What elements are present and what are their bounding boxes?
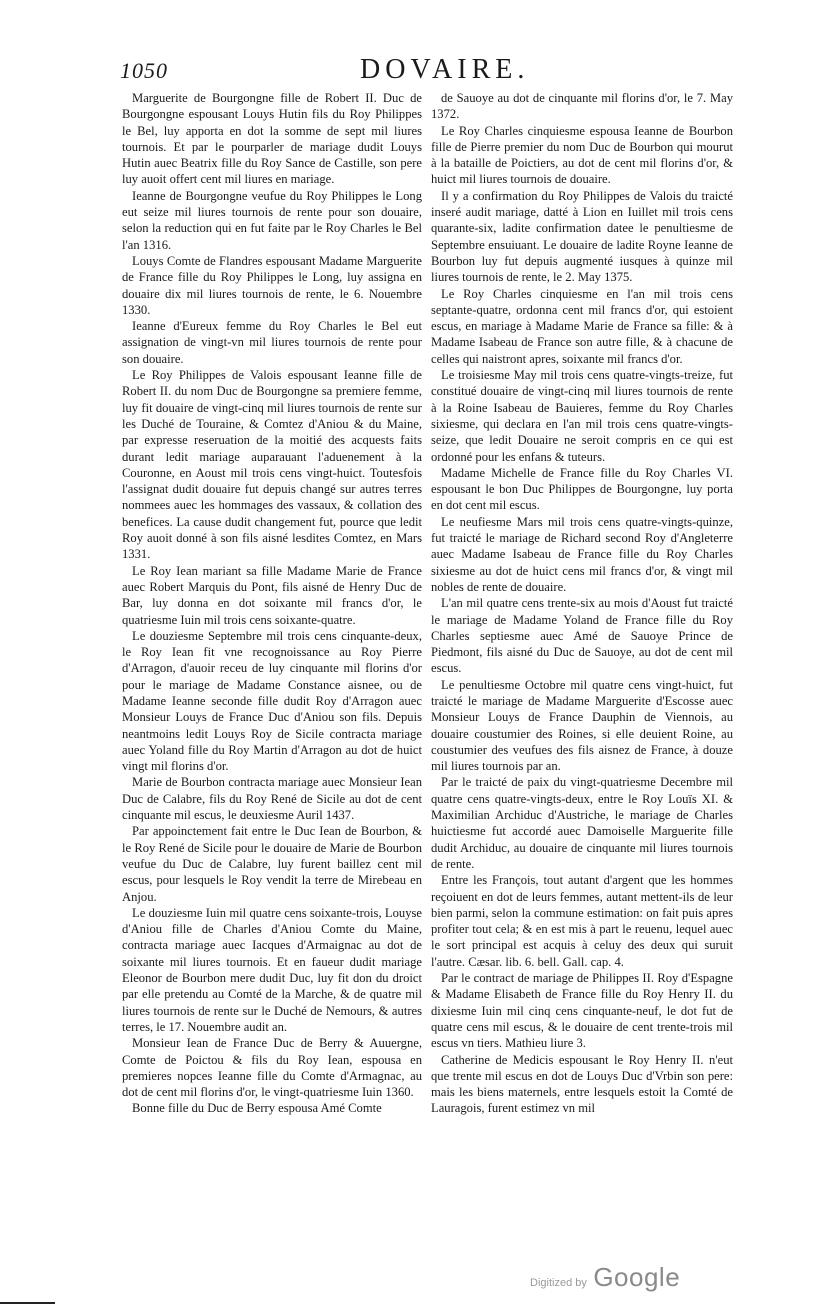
paragraph: de Sauoye au dot de cinquante mil florins d'or, le 7. May 1372. — [431, 91, 733, 122]
paragraph: Par appoinctement fait entre le Duc Iean de Bourbon, & le Roy René de Sicile pour le douaire de Marie de Bourbon veufue du Duc de Calabre, luy furent baillez cent mil escus, pour lesquels le Roy vendit la terre de Mirebeau en Anjou. — [122, 824, 422, 904]
paragraph: Marie de Bourbon contracta mariage auec Monsieur Iean Duc de Calabre, fils du Roy René de Sicile au dot de cent cinquante mil escus, le deuxiesme Auril 1437. — [122, 775, 422, 823]
digitized-by-label: Digitized by — [530, 1277, 587, 1289]
right-column — [431, 90, 733, 1117]
page-edge-rule — [0, 1302, 55, 1304]
paragraph: Monsieur Iean de France Duc de Berry & Auuergne, Comte de Poictou & fils du Roy Iean, espousa en premieres nopces Ieanne fille du Comte d'Armagnac, au dot de cent mil florins d'or, le vingt-quatriesme Iuin 1360. — [122, 1036, 422, 1100]
left-column — [122, 90, 422, 1117]
paragraph: Ieanne de Bourgongne veufue du Roy Philippes le Long eut seize mil liures tournois de rente pour son douaire, selon la reduction qui en fut faite par le Roy Charles le Bel l'an 1316. — [122, 188, 422, 252]
paragraph: Louys Comte de Flandres espousant Madame Marguerite de France fille du Roy Philippes le Long, luy assigna en douaire dix mil liures tournois de rente, le 6. Nouembre 1330. — [122, 253, 422, 317]
paragraph: Le douziesme Iuin mil quatre cens soixante-trois, Louyse d'Aniou fille de Charles d'Aniou Comte du Maine, contracta mariage auec Iacques d'Armaignac au dot de soixante mil liures tournois. Et en faueur dudit mariage Eleonor de Bourbon mere dudit Duc, luy fit don du droict par elle pretendu au Comté de la Marche, & de quatre mil liures tournois de rente sur le Duché de Nemours, & autres terres, le 17. Nouembre audit an. — [122, 905, 422, 1034]
paragraph: Par le traicté de paix du vingt-quatriesme Decembre mil quatre cens quatre-vingts-deux, entre le Roy Louïs XI. & Maximilian Archiduc d'Austriche, le mariage de Charles huictiesme fut accordé auec Damoiselle Marguerite fille dudit Archiduc, au douaire de cinquante mil liures tournois de rente. — [431, 775, 733, 871]
google-wordmark: Google — [593, 1262, 681, 1292]
paragraph: Madame Michelle de France fille du Roy Charles VI. espousant le bon Duc Philippes de Bourgongne, luy porta en dot cent mil escus. — [431, 465, 733, 513]
paragraph: Le troisiesme May mil trois cens quatre-vingts-treize, fut constitué douaire de vingt-cinq mil liures tournois de rente à la Roine Isabeau de Bauieres, femme du Roy Charles sixiesme, qui declara en l'an mil trois cens quatre-vingts-seize, que ledit Douaire ne seroit compris en ce qui est ordonné pour les enfans & tuteurs. — [431, 368, 733, 464]
paragraph: Le Roy Philippes de Valois espousant Ieanne fille de Robert II. du nom Duc de Bourgongne sa premiere femme, luy fit douaire de vingt-cinq mil liures tournois de rente sur les Duché de Touraine, & Comtez d'Aniou & du Maine, par expresse reseruation de la moitié des acquests faits durant ledit mariage auparauant l'aduenement à la Couronne, en Aoust mil trois cens vingt-huict. Toutesfois l'assignat dudit douaire fut depuis changé sur autres terres nommees auec les hommages des vassaux, & collation des benefices. La cause dudit changement fut, pource que ledit Roy auoit donné à son fils aisné lesdites Comtez, en Mars 1331. — [122, 368, 422, 562]
paragraph: Le Roy Charles cinquiesme espousa Ieanne de Bourbon fille de Pierre premier du nom Duc de Bourbon qui mourut à la bataille de Poictiers, au dot de cent mil florins d'or, & huict mil liures tournois de douaire. — [431, 123, 733, 187]
digitization-watermark — [530, 1262, 680, 1293]
paragraph: Ieanne d'Eureux femme du Roy Charles le Bel eut assignation de vingt-vn mil liures tournois de rente pour son douaire. — [122, 319, 422, 366]
paragraph: Le Roy Iean mariant sa fille Madame Marie de France auec Robert Marquis du Pont, fils aisné de Henry Duc de Bar, luy donna en dot soixante mil francs d'or, le quatriesme Iuin mil trois cens soixante-quatre. — [122, 563, 422, 627]
paragraph: Par le contract de mariage de Philippes II. Roy d'Espagne & Madame Elisabeth de France fille du Roy Henry II. du dixiesme Iuin mil cinq cens cinquante-neuf, le dot fut de quatre cens mil escus, & le douaire de cent trente-trois mil escus vn tiers. Mathieu liure 3. — [431, 971, 733, 1051]
paragraph: Bonne fille du Duc de Berry espousa Amé Comte — [132, 1101, 382, 1116]
paragraph: Entre les François, tout autant d'argent que les hommes reçoiuent en dot de leurs femmes, autant mettent-ils de leur bien parmi, selon la commune estimation: on fait puis apres profiter tout cela; & en est mis à part le reuenu, lequel auec le sort principal est acquis à celuy des deux qui suruit l'autre. Cæsar. lib. 6. bell. Gall. cap. 4. — [431, 873, 733, 969]
paragraph: Le Roy Charles cinquiesme en l'an mil trois cens septante-quatre, ordonna cent mil francs d'or, qui estoient escus, en mariage à Madame Marie de France sa fille: & à Madame Isabeau de France son autre fille, & à chacune de celles qui naistront apres, soixante mil francs d'or. — [431, 286, 733, 366]
paragraph: Marguerite de Bourgongne fille de Robert II. Duc de Bourgongne espousant Louys Hutin fils du Roy Philippes le Bel, luy apporta en dot la somme de sept mil liures tournois. Et par le pourparler de mariage dudit Louys Hutin auec Beatrix fille du Roy Sance de Castille, son pere luy auoit offert cent mil liures en mariage. — [122, 91, 422, 187]
paragraph: Catherine de Medicis espousant le Roy Henry II. n'eut que trente mil escus en dot de Louys Duc d'Vrbin son pere: mais les biens maternels, entre lesquels estoit la Comté de Lauragois, furent estimez vn mil — [431, 1052, 733, 1116]
page-number: 1050 — [120, 58, 168, 83]
paragraph: Le neufiesme Mars mil trois cens quatre-vingts-quinze, fut traicté le mariage de Richard second Roy d'Angleterre auec Madame Isabeau de France fille du Roy Charles sixiesme au dot de huict cens mil francs d'or, & vingt mil nobles de rente de douaire. — [431, 514, 733, 594]
paragraph: Il y a confirmation du Roy Philippes de Valois du traicté inseré audit mariage, datté à Lion en Iuillet mil trois cens quarante-six, ladite confirmation datee le penultiesme de Septembre ensuiuant. Le douaire de ladite Royne Ieanne de Bourbon luy fut depuis augmenté iusques à quinze mil liures tournois de rente, le 2. May 1375. — [431, 188, 733, 285]
paragraph: L'an mil quatre cens trente-six au mois d'Aoust fut traicté le mariage de Madame Yoland de France fille du Roy Charles septiesme auec Amé de Sauoye Prince de Piedmont, fils aisné du Duc de Sauoye, au dot de cent mil escus. — [431, 596, 733, 676]
paragraph: Le penultiesme Octobre mil quatre cens vingt-huict, fut traicté le mariage de Madame Marguerite d'Escosse auec Monsieur Louys de France Dauphin de Viennois, au douaire coustumier des Roines, si elle deuient Roine, au coustumier des veufues des fils aisnez de France, à douze mil liures tournois par an. — [431, 677, 733, 774]
paragraph: Le douziesme Septembre mil trois cens cinquante-deux, le Roy Iean fit vne recognoissance au Roy Pierre d'Arragon, d'auoir receu de luy cinquante mil florins d'or pour le mariage de Madame Constance aisnee, ou de Madame Ieanne seconde fille dudit Roy d'Arragon auec Monsieur Louys de France Duc d'Aniou son fils. Depuis neantmoins ledit Louys Roy de Sicile contracta mariage auec Yoland fille du Roy Martin d'Arragon au dot de huict vingt mil florins d'or. — [122, 628, 422, 774]
running-title: DOVAIRE. — [360, 54, 530, 85]
page-header — [120, 54, 740, 92]
